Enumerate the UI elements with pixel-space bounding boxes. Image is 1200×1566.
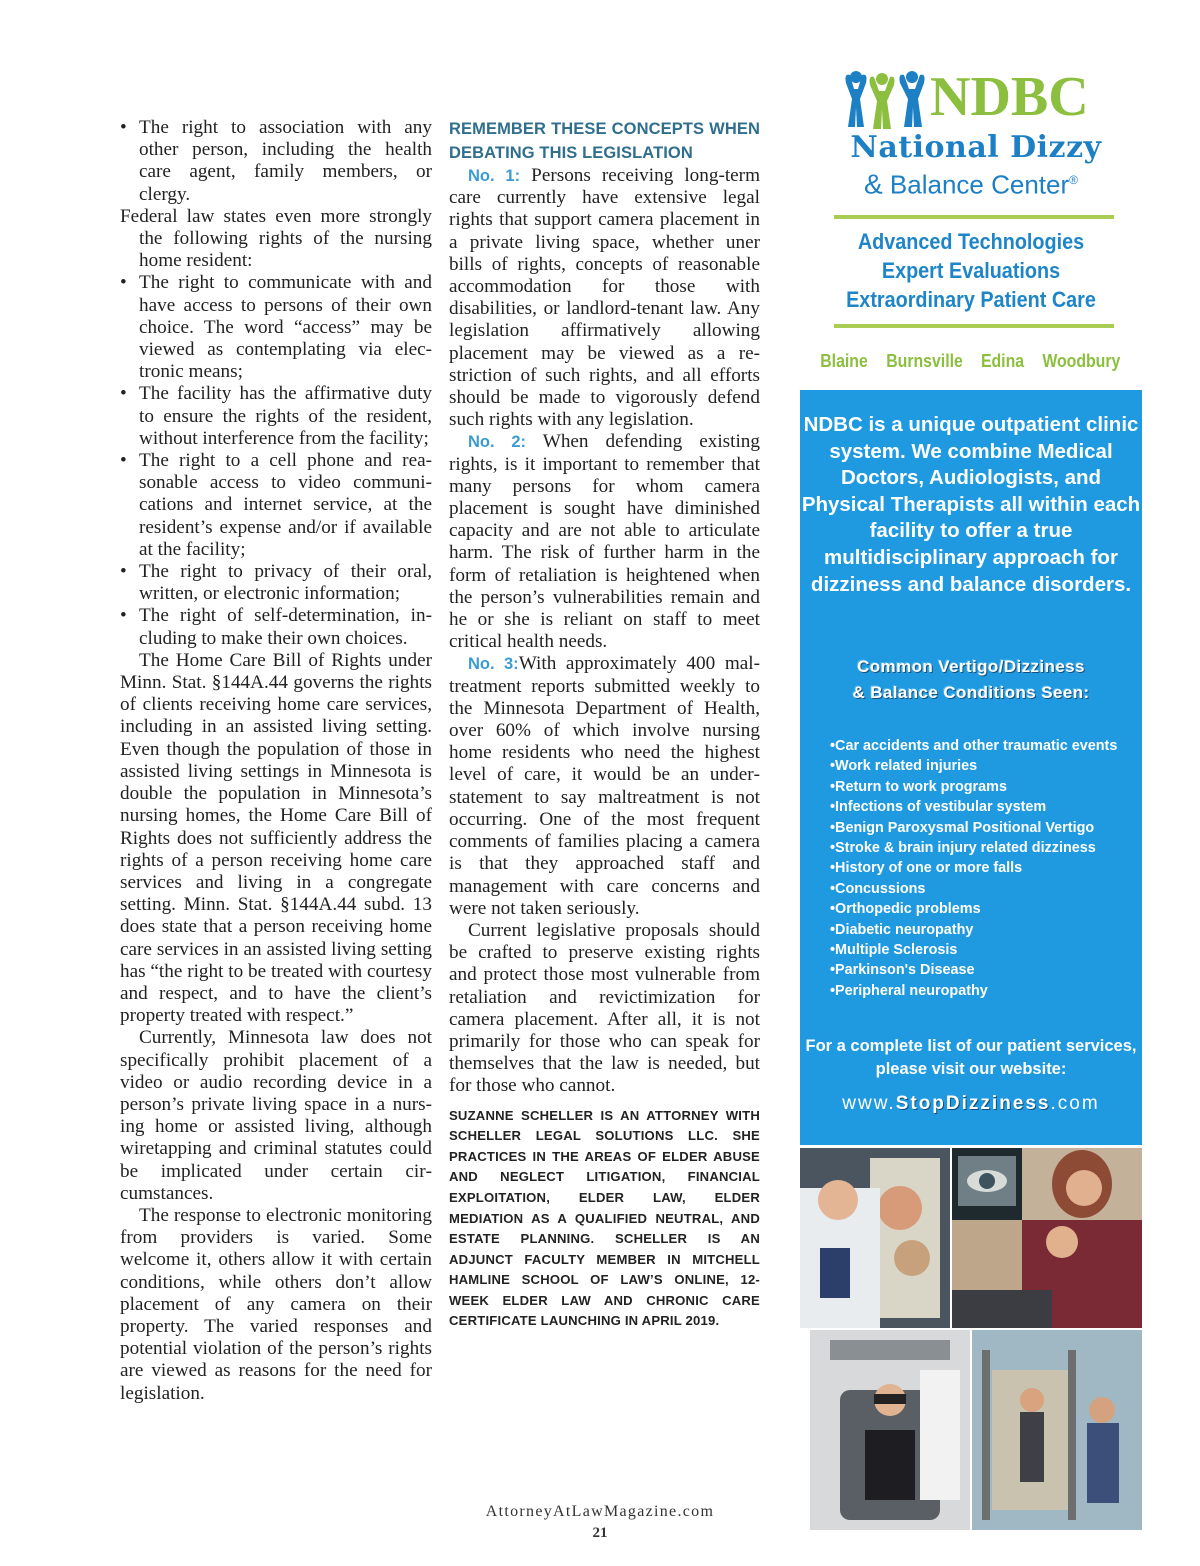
paragraph-currently: Currently, Minnesota law does not specifically prohibit placement of a video or audio recording device in a person’s private living space in a nursing home or assisted living, although wiretapping and criminal statutes could be implicated under certain circumstances. bbox=[120, 1027, 432, 1204]
dancing-figures-icon bbox=[842, 69, 930, 133]
bullet-privacy: • The right to privacy of their oral, written, or electronic information; bbox=[120, 561, 432, 605]
concept-1 bbox=[449, 165, 760, 431]
conditions-list bbox=[830, 736, 1130, 1001]
article-column-1 bbox=[120, 117, 432, 1405]
therapist-photo-top bbox=[1022, 1148, 1142, 1220]
bullet-association: • The right to association with any other person, including the health care agent, family members, or clergy. bbox=[120, 117, 432, 206]
condition-item: • Return to work programs bbox=[830, 777, 1130, 797]
website-prefix: www. bbox=[842, 1093, 896, 1114]
logo-ampersand: & bbox=[864, 168, 883, 200]
logo-balance-text: Balance Center bbox=[889, 169, 1070, 200]
concept-3 bbox=[449, 653, 760, 919]
condition-item: • Parkinson's Disease bbox=[830, 960, 1130, 980]
bullet-communicate: • The right to communicate with and have access to persons of their own choice. The word “access” may be viewed as contemplating via electronic means; bbox=[120, 272, 432, 383]
condition-item: • Peripheral neuropathy bbox=[830, 981, 1130, 1001]
location-woodbury: Woodbury bbox=[1042, 351, 1121, 371]
tagline-line-3: Extraordinary Patient Care bbox=[846, 287, 1096, 312]
ad-tagline bbox=[798, 227, 1144, 314]
conditions-heading-line-1: Common Vertigo/Dizziness bbox=[857, 657, 1085, 676]
conditions-heading-line-2: & Balance Conditions Seen: bbox=[852, 683, 1090, 702]
condition-item: • Diabetic neuropathy bbox=[830, 920, 1130, 940]
website-cta: For a complete list of our patient services, please visit our website: bbox=[805, 1037, 1137, 1078]
concept-2-label: No. 2: bbox=[468, 433, 527, 452]
ndbc-logo bbox=[798, 63, 1144, 203]
paragraph-home-care-bill: The Home Care Bill of Rights under Minn. Stat. §144A.44 governs the rights of clients receiving home care services, including in an assisted living setting. Even though the population of those in assisted living settings in Minnesota is double the population in Minnesota’s nursing homes, the Home Care Bill of Rights does not sufficiently address the rights of a person receiving home care services and living in a congregate setting. Minn. Stat. §144A.44 subd. 13 does state that a person receiving home care services in an assisted living setting has “the right to be treated with courtesy and respect, and to have the client’s property treated with respect.” bbox=[120, 649, 432, 1027]
concept-3-text: With approximately 400 maltreatment reports submitted weekly to the Minnesota Department of Health, over 60% of which involve nursing home residents who need the highest level of care, it would be an understatement to say maltreatment is not occurring. One of the most frequent comments of families placing a camera is that they approached staff and management with care concerns and were not taken seriously. bbox=[449, 653, 760, 919]
resident-rights-list-federal bbox=[120, 272, 432, 649]
clinic-intro: NDBC is a unique outpatient clinic system. We combine Medical Doctors, Audiologists, and Physical Therapists all within each facility to offer a true multidisciplinary approach for dizziness and balance disorders. bbox=[801, 413, 1141, 596]
registered-mark: ® bbox=[1069, 173, 1078, 187]
location-blaine: Blaine bbox=[819, 351, 868, 371]
divider-bottom bbox=[834, 324, 1114, 328]
concept-3-label: No. 3: bbox=[468, 655, 519, 674]
page-number: 21 bbox=[592, 1525, 608, 1541]
condition-item: • Benign Paroxysmal Positional Vertigo bbox=[830, 818, 1130, 838]
logo-line-balance-center bbox=[798, 165, 1144, 200]
vestibular-chair-photo bbox=[810, 1330, 970, 1530]
concept-2-text: When defending existing rights, is it important to remember that many persons for whom camera placement is sought have diminished capacity and are not able to articulate harm. The risk of further harm in the form of retaliation is heightened when the person’s vulnerabilities remain and he or she is reliant on staff to meet critical health needs. bbox=[449, 431, 760, 653]
tagline-line-2: Expert Evaluations bbox=[881, 258, 1061, 283]
concept-1-label: No. 1: bbox=[468, 167, 521, 185]
doctor-with-ear-chart-photo bbox=[800, 1148, 950, 1328]
website-suffix: .com bbox=[1050, 1093, 1100, 1114]
federal-law-intro: Federal law states even more strongly the following rights of the nursing home resident: bbox=[120, 205, 432, 272]
logo-wordmark: NDBC bbox=[930, 66, 1089, 128]
bullet-cell-phone: • The right to a cell phone and reasonable access to video communications and internet service, at the resident’s expense and/or if available at the facility; bbox=[120, 450, 432, 561]
conditions-heading bbox=[800, 654, 1142, 706]
bullet-affirmative-duty: • The facility has the affirmative duty to ensure the rights of the resident, without interference from the facility; bbox=[120, 383, 432, 450]
eye-exam-screen-photo bbox=[952, 1148, 1022, 1220]
bullet-self-determination: • The right of self-determination, including to make their own choices. bbox=[120, 605, 432, 649]
condition-item: • Concussions bbox=[830, 879, 1130, 899]
therapist-patient-photo bbox=[952, 1220, 1142, 1328]
balance-platform-photo bbox=[972, 1330, 1142, 1530]
paragraph-current-proposals: Current legislative proposals should be crafted to preserve existing rights and protect those most vulnerable from retaliation and revictimization for camera placement. After all, it is not primarily for those who can speak for themselves that the law is needed, but for those who cannot. bbox=[449, 919, 760, 1097]
condition-item: • Infections of vestibular system bbox=[830, 797, 1130, 817]
divider-top bbox=[834, 215, 1114, 219]
info-panel bbox=[800, 390, 1142, 1145]
article-column-2 bbox=[449, 117, 760, 1332]
condition-item: • Stroke & brain injury related dizziness bbox=[830, 838, 1130, 858]
clinic-locations bbox=[798, 349, 1144, 373]
location-edina: Edina bbox=[980, 351, 1024, 371]
logo-line-national-dizzy: National Dizzy bbox=[850, 130, 1102, 165]
concept-2 bbox=[449, 431, 760, 653]
clinic-photo-collage bbox=[800, 1148, 1142, 1530]
location-burnsville: Burnsville bbox=[885, 351, 963, 371]
website-link[interactable] bbox=[800, 1093, 1142, 1115]
magazine-website: AttorneyAtLawMagazine.com bbox=[485, 1503, 715, 1520]
condition-item: • History of one or more falls bbox=[830, 858, 1130, 878]
concept-1-text: Persons receiving long-term care currently have extensive legal rights that support camera placement in a private living space, whether uner bills of rights, concepts of reasonable accommodation for those with disabilities, or landlord-tenant law. Any legislation affirmatively allowing placement may be viewed as a restriction of such rights, and all efforts should be made to vigorously defend such rights with any legislation. bbox=[449, 165, 761, 431]
condition-item: • Orthopedic problems bbox=[830, 899, 1130, 919]
section-heading: REMEMBER THESE CONCEPTS WHEN DEBATING THIS LEGISLATION bbox=[449, 120, 760, 162]
page-footer bbox=[0, 1502, 1200, 1544]
paragraph-response: The response to electronic monitoring from providers is varied. Some welcome it, others allow it with certain conditions, while others don’t allow placement of any camera on their property. The varied responses and potential violation of the person’s rights are viewed as reasons for the need for legislation. bbox=[120, 1204, 432, 1404]
condition-item: • Work related injuries bbox=[830, 756, 1130, 776]
condition-item: • Car accidents and other traumatic events bbox=[830, 736, 1130, 756]
website-domain: StopDizziness bbox=[895, 1093, 1051, 1114]
tagline-line-1: Advanced Technologies bbox=[857, 229, 1085, 254]
condition-item: • Multiple Sclerosis bbox=[830, 940, 1130, 960]
ndbc-advertisement bbox=[798, 55, 1144, 1530]
resident-rights-list-state bbox=[120, 117, 432, 206]
author-bio: SUZANNE SCHELLER IS AN ATTORNEY WITH SCHELLER LEGAL SOLUTIONS LLC. SHE PRACTICES IN THE AREAS OF ELDER ABUSE AND NEGLECT LITIGATION, FINANCIAL EXPLOITATION, ELDER LAW, ELDER MEDIATION AS A QUALIFIED NEUTRAL, AND ESTATE PLANNING. SCHELLER IS AN ADJUNCT FACULTY MEMBER IN MITCHELL HAMLINE SCHOOL OF LAW’S ONLINE, 12-WEEK ELDER LAW AND CHRONIC CARE CERTIFICATE LAUNCHING IN APRIL 2019. bbox=[449, 1107, 760, 1329]
